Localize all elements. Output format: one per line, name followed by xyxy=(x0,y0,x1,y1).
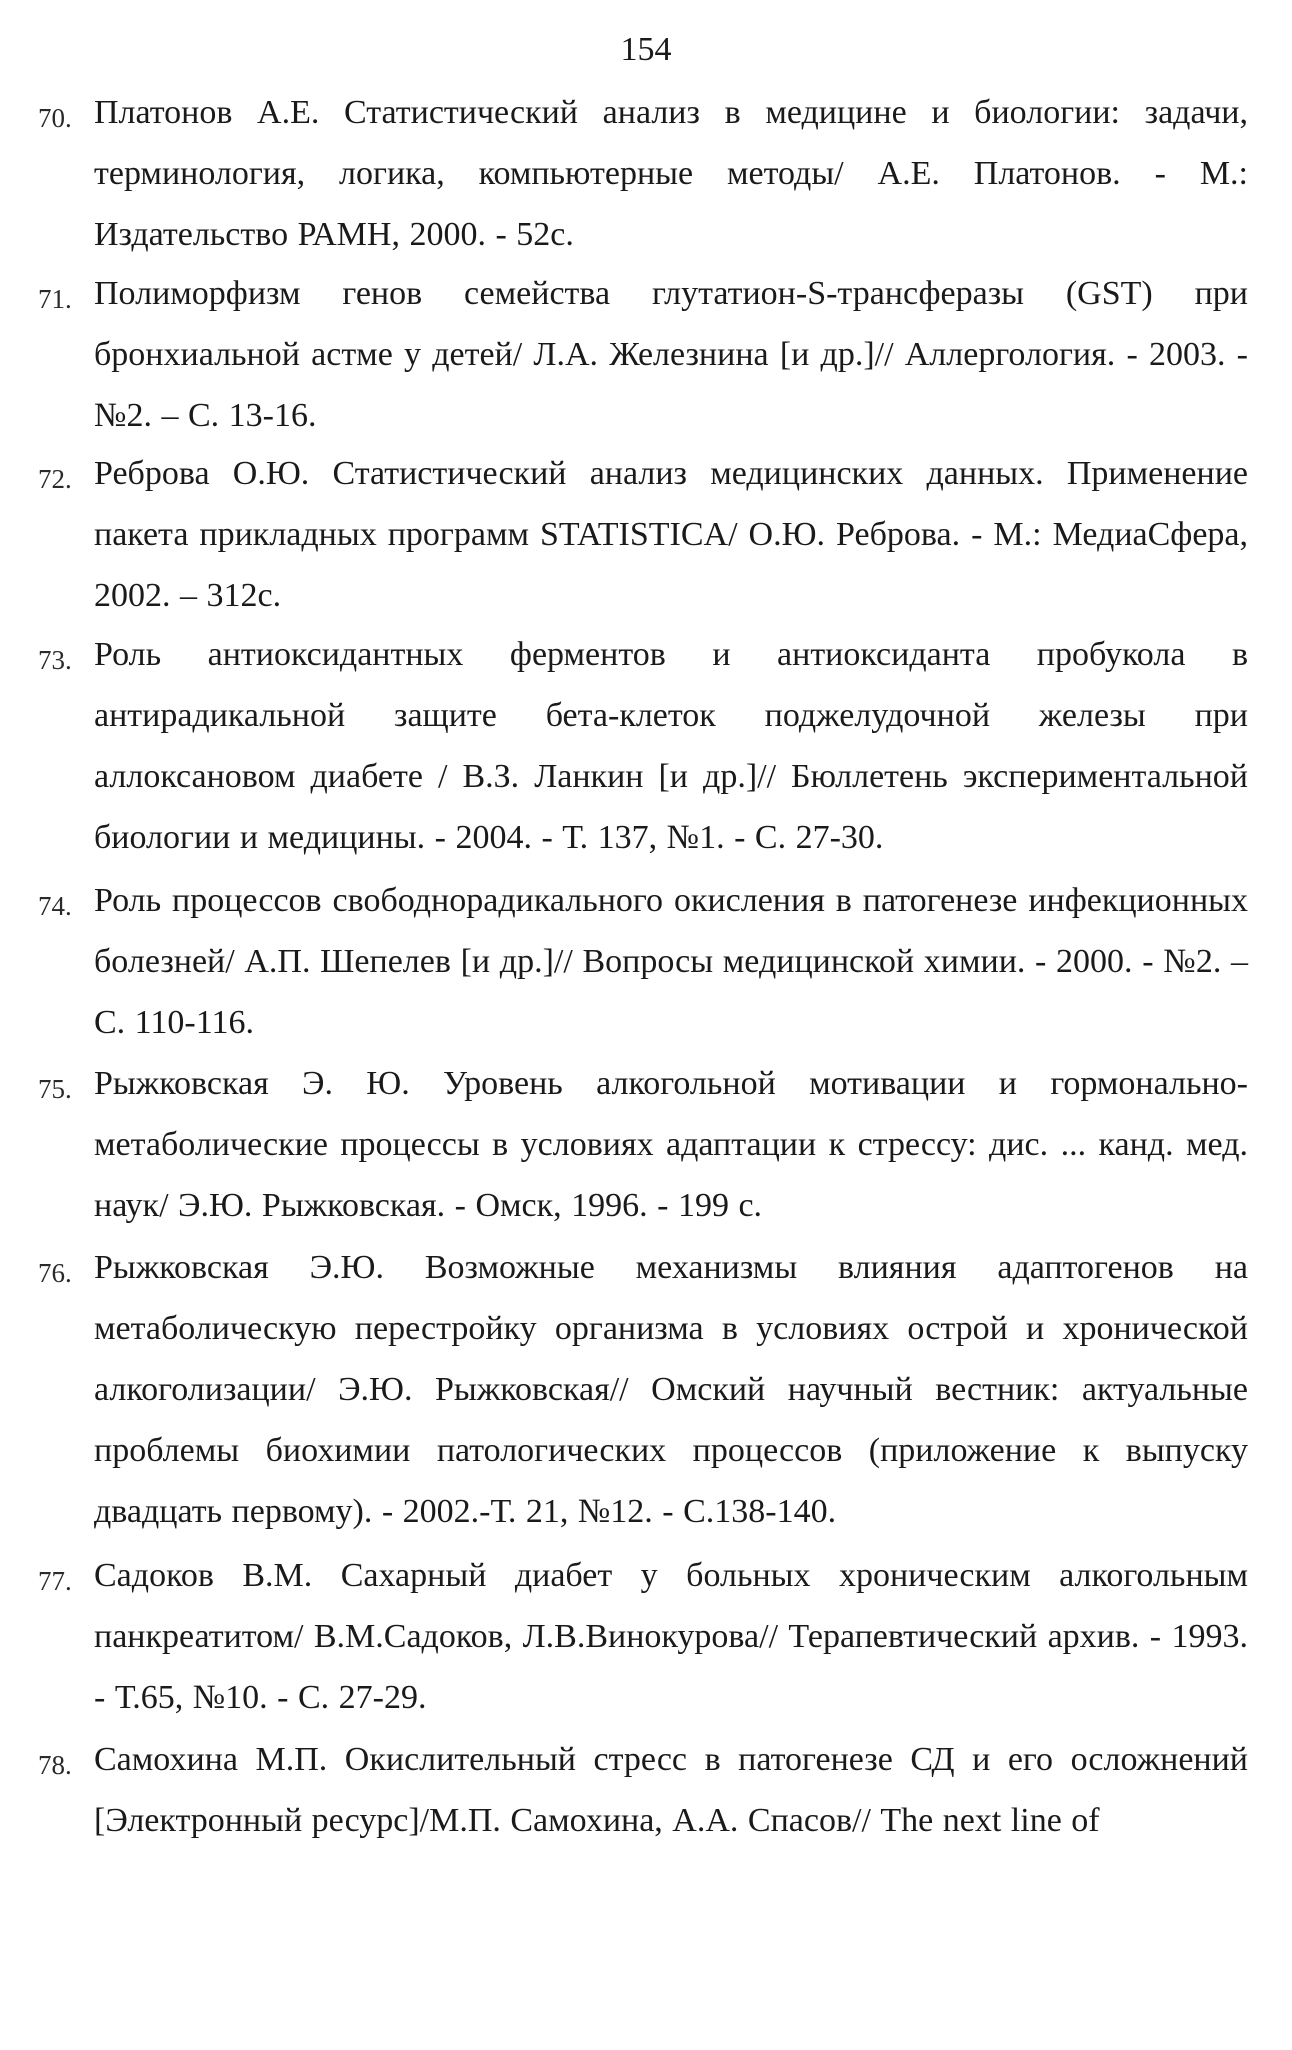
reference-number: 76. xyxy=(38,1258,72,1288)
reference-item xyxy=(38,263,1248,446)
reference-number: 72. xyxy=(38,464,72,494)
reference-item xyxy=(38,624,1248,868)
reference-item xyxy=(38,82,1248,265)
reference-text: Реброва О.Ю. Статистический анализ медицинских данных. Применение пакета прикладных программ STATISTICA/ О.Ю. Реброва. - М.: МедиаСфера, 2002. – 312с. xyxy=(94,455,1248,614)
reference-text: Роль процессов свободнорадикального окисления в патогенезе инфекционных болезней/ А.П. Шепелев [и др.]// Вопросы медицинской химии. - 2000. - №2. – С. 110-116. xyxy=(94,882,1248,1041)
reference-text: Полиморфизм генов семейства глутатион-S-трансферазы (GST) при бронхиальной астме у детей/ Л.А. Железнина [и др.]// Аллергология. - 2003. - №2. – С. 13-16. xyxy=(94,275,1248,434)
reference-item xyxy=(38,1237,1248,1542)
reference-number: 74. xyxy=(38,891,72,921)
reference-text: Рыжковская Э.Ю. Возможные механизмы влияния адаптогенов на метаболическую перестройку организма в условиях острой и хронической алкоголизации/ Э.Ю. Рыжковская// Омский научный вестник: актуальные проблемы биохимии патологических процессов (приложение к выпуску двадцать первому). - 2002.-Т. 21, №12. - С.138-140. xyxy=(94,1249,1248,1530)
reference-text: Рыжковская Э. Ю. Уровень алкогольной мотивации и гормонально-метаболические процессы в условиях адаптации к стрессу: дис. ... канд. мед. наук/ Э.Ю. Рыжковская. - Омск, 1996. - 199 с. xyxy=(94,1065,1248,1224)
reference-text: Роль антиоксидантных ферментов и антиоксиданта пробукола в антирадикальной защите бета-клеток поджелудочной железы при аллоксановом диабете / В.З. Ланкин [и др.]// Бюллетень экспериментальной биологии и медицины. - 2004. - Т. 137, №1. - С. 27-30. xyxy=(94,636,1248,856)
reference-item xyxy=(38,443,1248,626)
reference-item xyxy=(38,1053,1248,1236)
reference-number: 71. xyxy=(38,284,72,314)
reference-item xyxy=(38,870,1248,1053)
reference-number: 73. xyxy=(38,645,72,675)
reference-number: 75. xyxy=(38,1074,72,1104)
reference-number: 77. xyxy=(38,1566,72,1596)
reference-text: Садоков В.М. Сахарный диабет у больных хроническим алкогольным панкреатитом/ В.М.Садоков, Л.В.Винокурова// Терапевтический архив. - 1993. - Т.65, №10. - С. 27-29. xyxy=(94,1557,1248,1716)
page-number: 154 xyxy=(620,31,672,68)
reference-item xyxy=(38,1729,1248,1851)
reference-number: 78. xyxy=(38,1750,72,1780)
reference-text: Платонов А.Е. Статистический анализ в медицине и биологии: задачи, терминология, логика, компьютерные методы/ А.Е. Платонов. - М.: Издательство РАМН, 2000. - 52с. xyxy=(94,94,1248,253)
reference-item xyxy=(38,1545,1248,1728)
reference-number: 70. xyxy=(38,103,72,133)
reference-text: Самохина М.П. Окислительный стресс в патогенезе СД и его осложнений [Электронный ресурс]/М.П. Самохина, А.А. Спасов// The next line of xyxy=(94,1741,1248,1839)
